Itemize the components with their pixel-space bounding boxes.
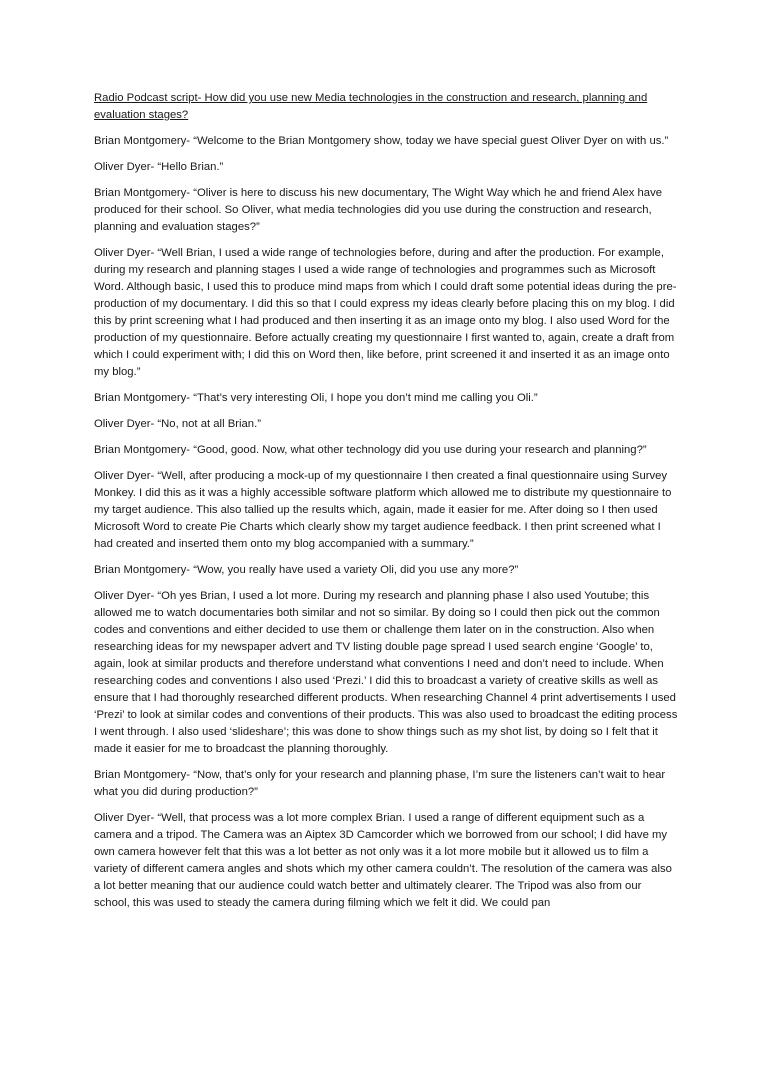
paragraph: Oliver Dyer- “Hello Brian.”: [94, 161, 224, 173]
document-body: [94, 90, 678, 921]
paragraph: Brian Montgomery- “Oliver is here to discuss his new documentary, The Wight Way which he and friend Alex have produced for their school. So Oliver, what media technologies did you use during the construction and research, planning and evaluation stages?”: [94, 187, 663, 233]
paragraph: Brian Montgomery- “Good, good. Now, what other technology did you use during your research and planning?”: [94, 444, 647, 456]
paragraph: Brian Montgomery- “Welcome to the Brian Montgomery show, today we have special guest Oliver Dyer on with us.”: [94, 135, 669, 147]
paragraph: Brian Montgomery- “That’s very interesting Oli, I hope you don’t mind me calling you Oli.”: [94, 392, 538, 404]
paragraph: Brian Montgomery- “Wow, you really have used a variety Oli, did you use any more?”: [94, 564, 519, 576]
paragraph: Oliver Dyer- “Well, that process was a lot more complex Brian. I used a range of different equipment such as a camera and a tripod. The Camera was an Aiptex 3D Camcorder which we borrowed from our school; I did have my own camera however felt that this was a lot better as not only was it a lot more mobile but it allowed us to film a variety of different camera angles and shots which my other camera couldn’t. The resolution of the camera was also a lot better meaning that our audience could watch better and ultimately clearer. The Tripod was also from our school, this was used to steady the camera during filming which we felt it did. We could pan: [94, 812, 672, 909]
paragraph: Oliver Dyer- “Well Brian, I used a wide range of technologies before, during and after the production. For example, during my research and planning stages I used a wide range of technologies and programmes such as Microsoft Word. Although basic, I used this to produce mind maps from which I could draft some potential ideas during the pre-production of my documentary. I did this so that I could express my ideas clearly before placing this on my blog. I did this by print screening what I had produced and then inserting it as an image onto my blog. I also used Word for the production of my questionnaire. Before actually creating my questionnaire I first wanted to, again, create a draft from which I could experiment with; I did this on Word then, like before, print screened it and inserted it as an image onto my blog.”: [94, 247, 677, 378]
paragraph: Brian Montgomery- “Now, that’s only for your research and planning phase, I’m sure the listeners can’t wait to hear what you did during production?”: [94, 769, 666, 798]
paragraph: Oliver Dyer- “Oh yes Brian, I used a lot more. During my research and planning phase I also used Youtube; this allowed me to watch documentaries both similar and not so similar. By doing so I could then pick out the common codes and conventions and either decided to use them or challenge them later on in the construction. Also when researching ideas for my newspaper advert and TV listing double page spread I used search engine ‘Google’ to, again, look at similar products and therefore understand what conventions I need and don’t need to include. When researching codes and conventions I also used ‘Prezi.’ I did this to broadcast a variety of creative skills as well as ensure that I had thoroughly researched different products. When researching Channel 4 print advertisements I used ‘Prezi’ to look at similar codes and conventions of their products. This was also used to broadcast the editing process I went through. I also used ‘slideshare’; this was done to show things such as my shot list, by doing so I felt that it made it easier for me to broadcast the planning thoroughly.: [94, 590, 678, 755]
paragraph: Oliver Dyer- “No, not at all Brian.”: [94, 418, 261, 430]
document-title: Radio Podcast script- How did you use new Media technologies in the construction and research, planning and evaluation stages?: [94, 92, 648, 121]
paragraph: Oliver Dyer- “Well, after producing a mock-up of my questionnaire I then created a final questionnaire using Survey Monkey. I did this as it was a highly accessible software platform which allowed me to distribute my questionnaire to my target audience. This also tallied up the results which, again, made it easier for me. After doing so I then used Microsoft Word to create Pie Charts which clearly show my target audience feedback. I then print screened what I had created and inserted them onto my blog accompanied with a summary.”: [94, 470, 672, 550]
